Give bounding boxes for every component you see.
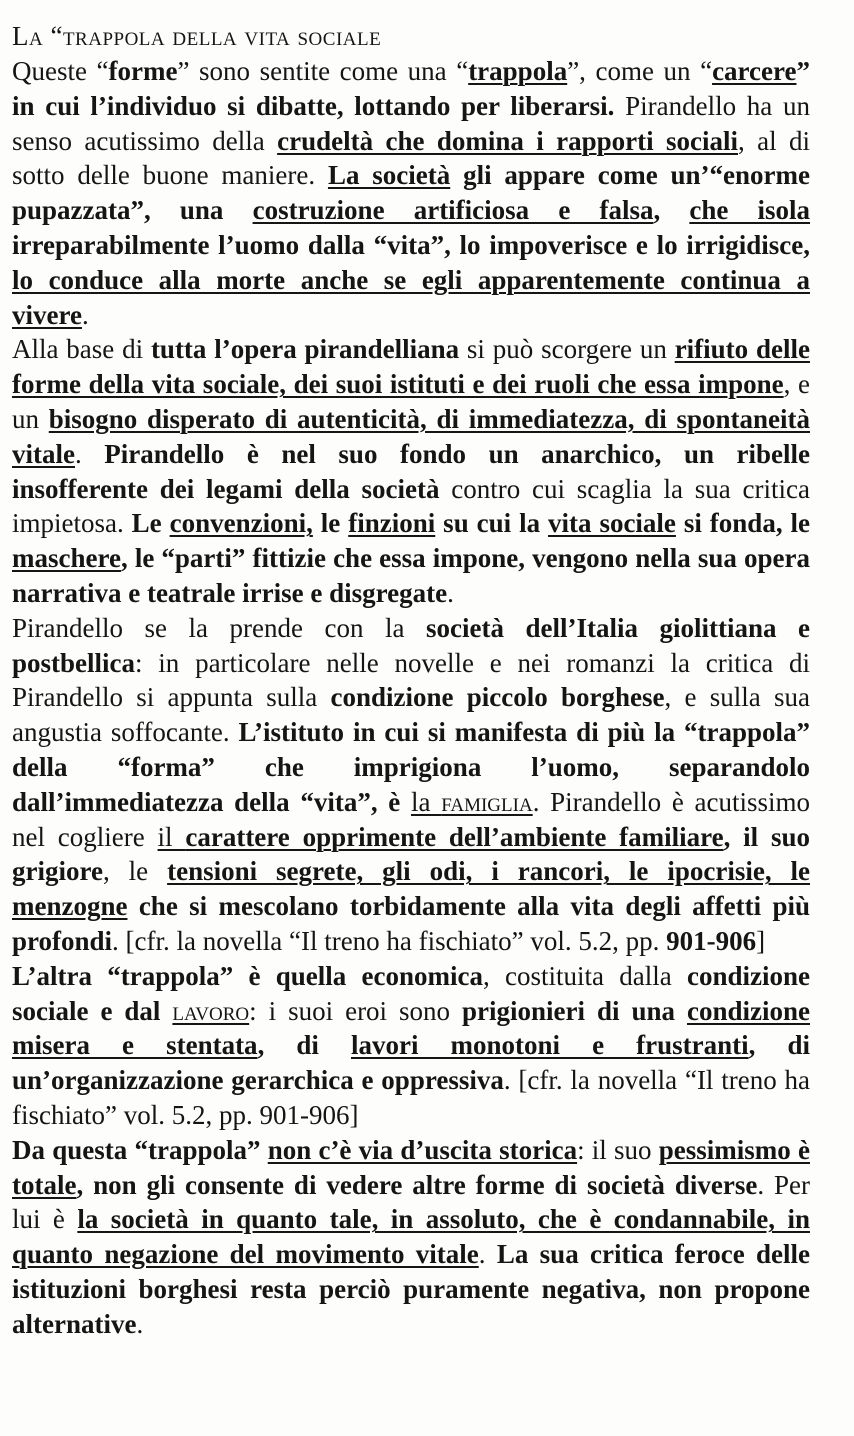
- underlined-text: famiglia: [441, 786, 533, 817]
- body-text: si può scorgere un: [459, 334, 675, 365]
- bold-text: Pirandello è nel suo fondo un anarchico, un ribelle insofferente dei legami della società: [12, 438, 810, 504]
- bold-text: L’altra “trappola” è quella economica: [12, 960, 483, 991]
- body-text: , le: [102, 856, 168, 887]
- underlined-text: lavori monotoni e frustranti: [350, 1030, 749, 1061]
- bold-text: , il suo grigiore: [12, 821, 811, 887]
- bold-text: Le: [131, 508, 170, 539]
- underlined-text: pessimismo è totale: [12, 1134, 810, 1200]
- underlined-text: la società in quanto tale, in assoluto, che è condannabile, in quanto negazione del movimento vitale: [12, 1204, 810, 1270]
- bold-text: La sua critica feroce delle istituzioni borghesi resta perciò puramente negativa, non propone alternative: [12, 1239, 811, 1339]
- underlined-text: trappola: [468, 56, 568, 86]
- bold-text: che si mescolano torbidamente alla vita degli affetti più profondi: [12, 891, 810, 956]
- underlined-text: costruzione artificiosa e falsa: [252, 195, 654, 226]
- body-text: .: [447, 577, 454, 608]
- bold-text: ” in cui l’individuo si dibatte, lottando per liberarsi.: [12, 56, 810, 121]
- underlined-text: rifiuto delle forme della vita sociale, dei suoi istituti e dei ruoli che essa impone: [12, 334, 810, 400]
- body-text: ]: [756, 925, 766, 956]
- bold-text: prigionieri di una: [462, 995, 687, 1026]
- section-heading: La “trappola della vita sociale: [12, 21, 382, 51]
- bold-text: irreparabilmente l’uomo dalla “vita”, lo impoverisce e lo irrigidisce,: [12, 229, 810, 260]
- bold-text: , non gli consente di vedere altre forme di società diverse: [76, 1169, 758, 1200]
- underlined-text: lavoro: [172, 995, 250, 1026]
- bold-text: , di un’organizzazione gerarchica e oppressiva: [12, 1030, 810, 1096]
- bold-text: , le “parti” fittizie che essa impone, vengono nella sua opera narrativa e teatrale irrise e disgregate: [12, 543, 810, 608]
- bold-text: su cui la: [435, 508, 549, 539]
- bold-text: gli appare come un’“enorme pupazzata”, una: [12, 160, 810, 226]
- underlined-text: bisogno disperato di autenticità, di immediatezza, di spontaneità vitale: [12, 403, 810, 469]
- body-text: . Per lui è: [12, 1169, 810, 1235]
- bold-text: ,: [653, 195, 690, 226]
- body-text: , e sulla sua angustia soffocante.: [12, 682, 810, 748]
- body-text: . [cfr. la novella “Il treno ha fischiato” vol. 5.2, pp.: [112, 925, 667, 956]
- bold-text: società dell’Italia giolittiana e postbellica: [12, 612, 811, 678]
- underlined-text: crudeltà che domina i rapporti sociali: [277, 125, 738, 156]
- body-text: ”, come un “: [567, 56, 713, 86]
- bold-text: tutta l’opera pirandelliana: [150, 334, 460, 365]
- body-text: .: [136, 1308, 144, 1339]
- paragraph-lavoro: [12, 959, 810, 1133]
- body-text: . [cfr. la novella “Il treno ha fischiato” vol. 5.2, pp. 901-906]: [12, 1065, 810, 1130]
- body-text: .: [478, 1239, 497, 1270]
- bold-text: , di: [257, 1030, 351, 1061]
- body-text: : in particolare nelle novelle e nei romanzi la critica di Pirandello si appunta sulla: [12, 647, 810, 713]
- body-text: , e un: [12, 369, 810, 434]
- bold-text: 901-906: [666, 925, 757, 956]
- body-text: , al di sotto delle buone maniere.: [12, 125, 810, 191]
- paragraph-opera-pirandelliana: [12, 332, 810, 610]
- body-text: . Pirandello è acutissimo nel cogliere: [12, 786, 811, 852]
- underlined-text: convenzioni,: [169, 508, 313, 539]
- paragraph-forme-trappola: [12, 54, 810, 332]
- bold-text: Da questa “trappola”: [12, 1134, 268, 1165]
- body-text: Alla base di: [12, 334, 151, 365]
- underlined-text: vita sociale: [548, 508, 676, 539]
- underlined-text: finzioni: [348, 508, 436, 539]
- bold-text: condizione piccolo borghese: [330, 682, 665, 713]
- body-text: : i suoi eroi sono: [249, 995, 463, 1026]
- body-text: contro cui scaglia la sua critica impietosa.: [12, 473, 810, 539]
- body-text: .: [81, 299, 89, 330]
- underlined-text: La società: [327, 160, 451, 191]
- body-text: .: [74, 438, 105, 469]
- bold-text: condizione sociale e dal: [12, 960, 810, 1026]
- underlined-text: il: [157, 821, 186, 852]
- body-text: : il suo: [577, 1134, 659, 1165]
- underlined-text: lo conduce alla morte anche se egli apparentemente continua a vivere: [12, 264, 810, 330]
- bold-text: forme: [108, 56, 178, 86]
- underlined-text: tensioni segrete, gli odi, i rancori, le ipocrisie, le menzogne: [12, 856, 810, 922]
- body-text: Pirandello se la prende con la: [12, 612, 426, 643]
- underlined-text: non c’è via d’uscita storica: [267, 1134, 578, 1165]
- bold-text: si fonda, le: [675, 508, 810, 539]
- paragraph-pessimismo: [12, 1133, 810, 1342]
- body-text: Queste “: [12, 56, 109, 86]
- bold-text: L’istituto in cui si manifesta di più la “trappola” della “forma” che imprigiona l’uomo, separandolo dall’immediatezza della “vita”, è: [12, 717, 810, 817]
- underlined-text: la: [411, 786, 442, 817]
- underlined-text: carcere: [712, 56, 797, 86]
- underlined-text: che isola: [689, 195, 811, 226]
- body-text: Pirandello ha un senso acutissimo della: [12, 90, 810, 156]
- paragraph-famiglia: [12, 611, 810, 959]
- body-text: , costituita dalla: [483, 960, 687, 991]
- body-text: ” sono sentite come una “: [177, 56, 469, 86]
- underlined-text: maschere: [12, 543, 121, 574]
- underlined-text: condizione misera e stentata: [12, 995, 810, 1061]
- bold-text: le: [312, 508, 349, 539]
- underlined-text: carattere opprimente dell’ambiente familiare: [185, 821, 724, 852]
